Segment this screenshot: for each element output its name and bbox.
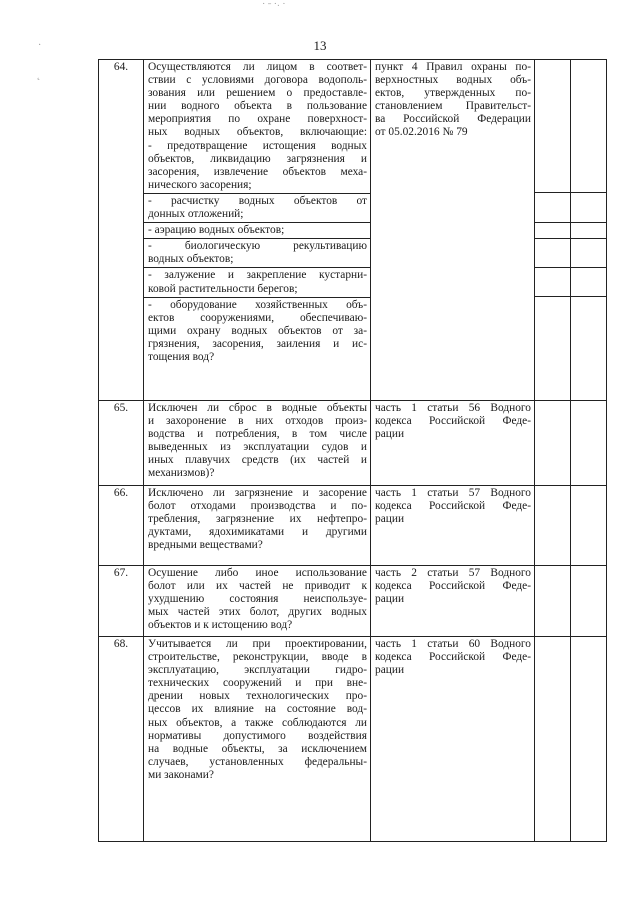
sub-item: [144, 297, 370, 365]
text-line: часть 1 статьи 57 Водного: [375, 487, 531, 499]
text-line: верхностных водных объ-: [375, 74, 531, 87]
text-line: технических сооружений и при вне-: [148, 677, 367, 690]
table-row: [99, 566, 607, 637]
sub-row-divider: [535, 296, 570, 297]
legal-reference: [371, 60, 535, 401]
text-line: механизмов)?: [148, 467, 215, 480]
text-line: вредными веществами?: [148, 539, 263, 552]
text-line: дрении новых технологических про-: [148, 690, 367, 703]
text-line: тощения вод?: [148, 350, 215, 363]
text-line: зования или решением о предоставле-: [148, 87, 367, 100]
legal-reference: [371, 637, 535, 842]
legal-reference: [371, 566, 535, 637]
question-text: [144, 486, 370, 553]
checklist-table: [98, 59, 607, 842]
text-line: от 05.02.2016 № 79: [375, 126, 468, 139]
answer-cell[interactable]: [535, 566, 571, 637]
sub-row-divider: [571, 192, 606, 193]
scan-speckle: ·: [38, 40, 42, 51]
legal-reference: [371, 401, 535, 486]
text-line: мых частей этих болот, других водных: [148, 606, 367, 619]
text-line: объектов и к истощению вод?: [148, 619, 293, 632]
sub-row-divider: [535, 222, 570, 223]
text-line: кодекса Российской Феде-: [375, 651, 531, 664]
item-number: 64.: [99, 60, 144, 401]
answer-cell[interactable]: [571, 566, 607, 637]
sub-row-divider: [535, 238, 570, 239]
reference-text: [371, 401, 534, 442]
sub-row-divider: [571, 267, 606, 268]
text-line: рации: [375, 428, 405, 441]
text-line: щими охрану водных объектов от за-: [148, 324, 367, 337]
text-line: ных водных объектов, включающие:: [148, 126, 367, 139]
text-line: строительстве, реконструкции, вводе в: [148, 651, 367, 664]
text-line: становлением Правительст-: [375, 100, 531, 113]
text-line: дуктами, ядохимикатами и другими: [148, 526, 367, 539]
text-line: Учитывается ли при проектировании,: [148, 638, 367, 650]
sub-item: [144, 193, 370, 222]
text-line: объектов, ликвидацию загрязнения и: [148, 152, 367, 165]
sub-row-divider: [571, 222, 606, 223]
text-line: нического засорения;: [148, 178, 252, 191]
text-line: нии водного объекта в пользование: [148, 100, 367, 113]
text-line: рации: [375, 513, 405, 526]
answer-cell[interactable]: [535, 60, 571, 401]
requirement-question: [144, 486, 371, 566]
text-line: выведенных из эксплуатации судов и: [148, 441, 367, 454]
answer-cell[interactable]: [535, 637, 571, 842]
answer-cell[interactable]: [571, 486, 607, 566]
question-text: [144, 401, 370, 482]
text-line: требления, загрязнение их нефтепро-: [148, 513, 367, 526]
text-line: ствии с условиями договора водополь-: [148, 74, 367, 87]
text-line: рации: [375, 593, 405, 606]
text-line: нормативы допустимого воздействия: [148, 729, 367, 742]
text-line: кодекса Российской Феде-: [375, 580, 531, 593]
sub-row-divider: [571, 296, 606, 297]
table-row: [99, 60, 607, 401]
text-line: эксплуатацию, эксплуатации гидро-: [148, 664, 367, 677]
text-line: донных отложений;: [148, 208, 244, 221]
text-line: рации: [375, 664, 405, 677]
text-line: пункт 4 Правил охраны по-: [375, 61, 531, 73]
reference-text: [371, 566, 534, 607]
text-line: часть 2 статьи 57 Водного: [375, 567, 531, 579]
text-line: - биологическую рекультивацию: [148, 240, 367, 253]
text-line: водства и потребления, в том числе: [148, 428, 367, 441]
text-line: Осушение либо иное использование: [148, 567, 367, 579]
scan-speckle: ˙ ˉ ˙ˑ ˙: [262, 2, 286, 13]
text-line: кодекса Российской Феде-: [375, 500, 531, 513]
text-line: цессов их влияние на состояние вод-: [148, 703, 367, 716]
sub-item: [144, 222, 370, 238]
text-line: - предотвращение истощения водных: [148, 139, 367, 152]
table-row: [99, 637, 607, 842]
text-line: Исключен ли сброс в водные объекты: [148, 402, 367, 414]
page-number: 13: [313, 38, 327, 53]
requirement-question: [144, 637, 371, 842]
text-line: ектов, утвержденных по-: [375, 87, 531, 100]
requirement-question: [144, 60, 371, 401]
sub-item: [144, 267, 370, 296]
text-line: - аэрацию водных объектов;: [148, 224, 285, 237]
question-text: [144, 566, 370, 633]
table-row: [99, 486, 607, 566]
text-line: ковой растительности берегов;: [148, 282, 298, 295]
text-line: - залужение и закрепление кустарни-: [148, 269, 367, 282]
question-text: [144, 637, 370, 783]
text-line: грязнения, засорения, заиления и ис-: [148, 337, 367, 350]
answer-cell[interactable]: [535, 401, 571, 486]
answer-cell[interactable]: [571, 637, 607, 842]
sub-item: [144, 238, 370, 267]
text-line: болот или их частей не приводит к: [148, 580, 367, 593]
text-line: и захоронение в них отходов произ-: [148, 415, 367, 428]
text-line: на водные объекты, за исключением: [148, 742, 367, 755]
text-line: ных объектов, а также соблюдаются ли: [148, 716, 367, 729]
reference-text: [371, 486, 534, 527]
text-line: ва Российской Федерации: [375, 113, 531, 126]
text-line: ми законами?: [148, 768, 214, 781]
question-text: [144, 60, 370, 193]
text-line: болот отходами производства и по-: [148, 500, 367, 513]
item-number: 65.: [99, 401, 144, 486]
scan-speckle: ˛: [37, 70, 41, 81]
item-number: 66.: [99, 486, 144, 566]
sub-row-divider: [535, 267, 570, 268]
answer-cell[interactable]: [571, 401, 607, 486]
requirement-question: [144, 401, 371, 486]
answer-cell[interactable]: [535, 486, 571, 566]
legal-reference: [371, 486, 535, 566]
reference-text: [371, 637, 534, 678]
text-line: ухудшению состояния неиспользуе-: [148, 593, 367, 606]
text-line: Исключено ли загрязнение и засорение: [148, 487, 367, 499]
text-line: Осуществляются ли лицом в соответ-: [148, 61, 367, 73]
item-number: 68.: [99, 637, 144, 842]
text-line: иных плавучих средств (их частей и: [148, 454, 367, 467]
text-line: кодекса Российской Феде-: [375, 415, 531, 428]
text-line: мероприятия по охране поверхност-: [148, 113, 367, 126]
text-line: - расчистку водных объектов от: [148, 194, 367, 207]
text-line: часть 1 статьи 60 Водного: [375, 638, 531, 650]
requirement-question: [144, 566, 371, 637]
text-line: - оборудование хозяйственных объ-: [148, 298, 367, 311]
text-line: водных объектов;: [148, 253, 234, 266]
table-row: [99, 401, 607, 486]
sub-row-divider: [571, 238, 606, 239]
text-line: случаев, установленных федеральны-: [148, 755, 367, 768]
item-number: 67.: [99, 566, 144, 637]
text-line: ектов сооружениями, обеспечиваю-: [148, 311, 367, 324]
text-line: засорения, извлечение объектов меха-: [148, 165, 367, 178]
sub-row-divider: [535, 192, 570, 193]
text-line: часть 1 статьи 56 Водного: [375, 402, 531, 414]
reference-text: [371, 60, 534, 141]
answer-cell[interactable]: [571, 60, 607, 401]
